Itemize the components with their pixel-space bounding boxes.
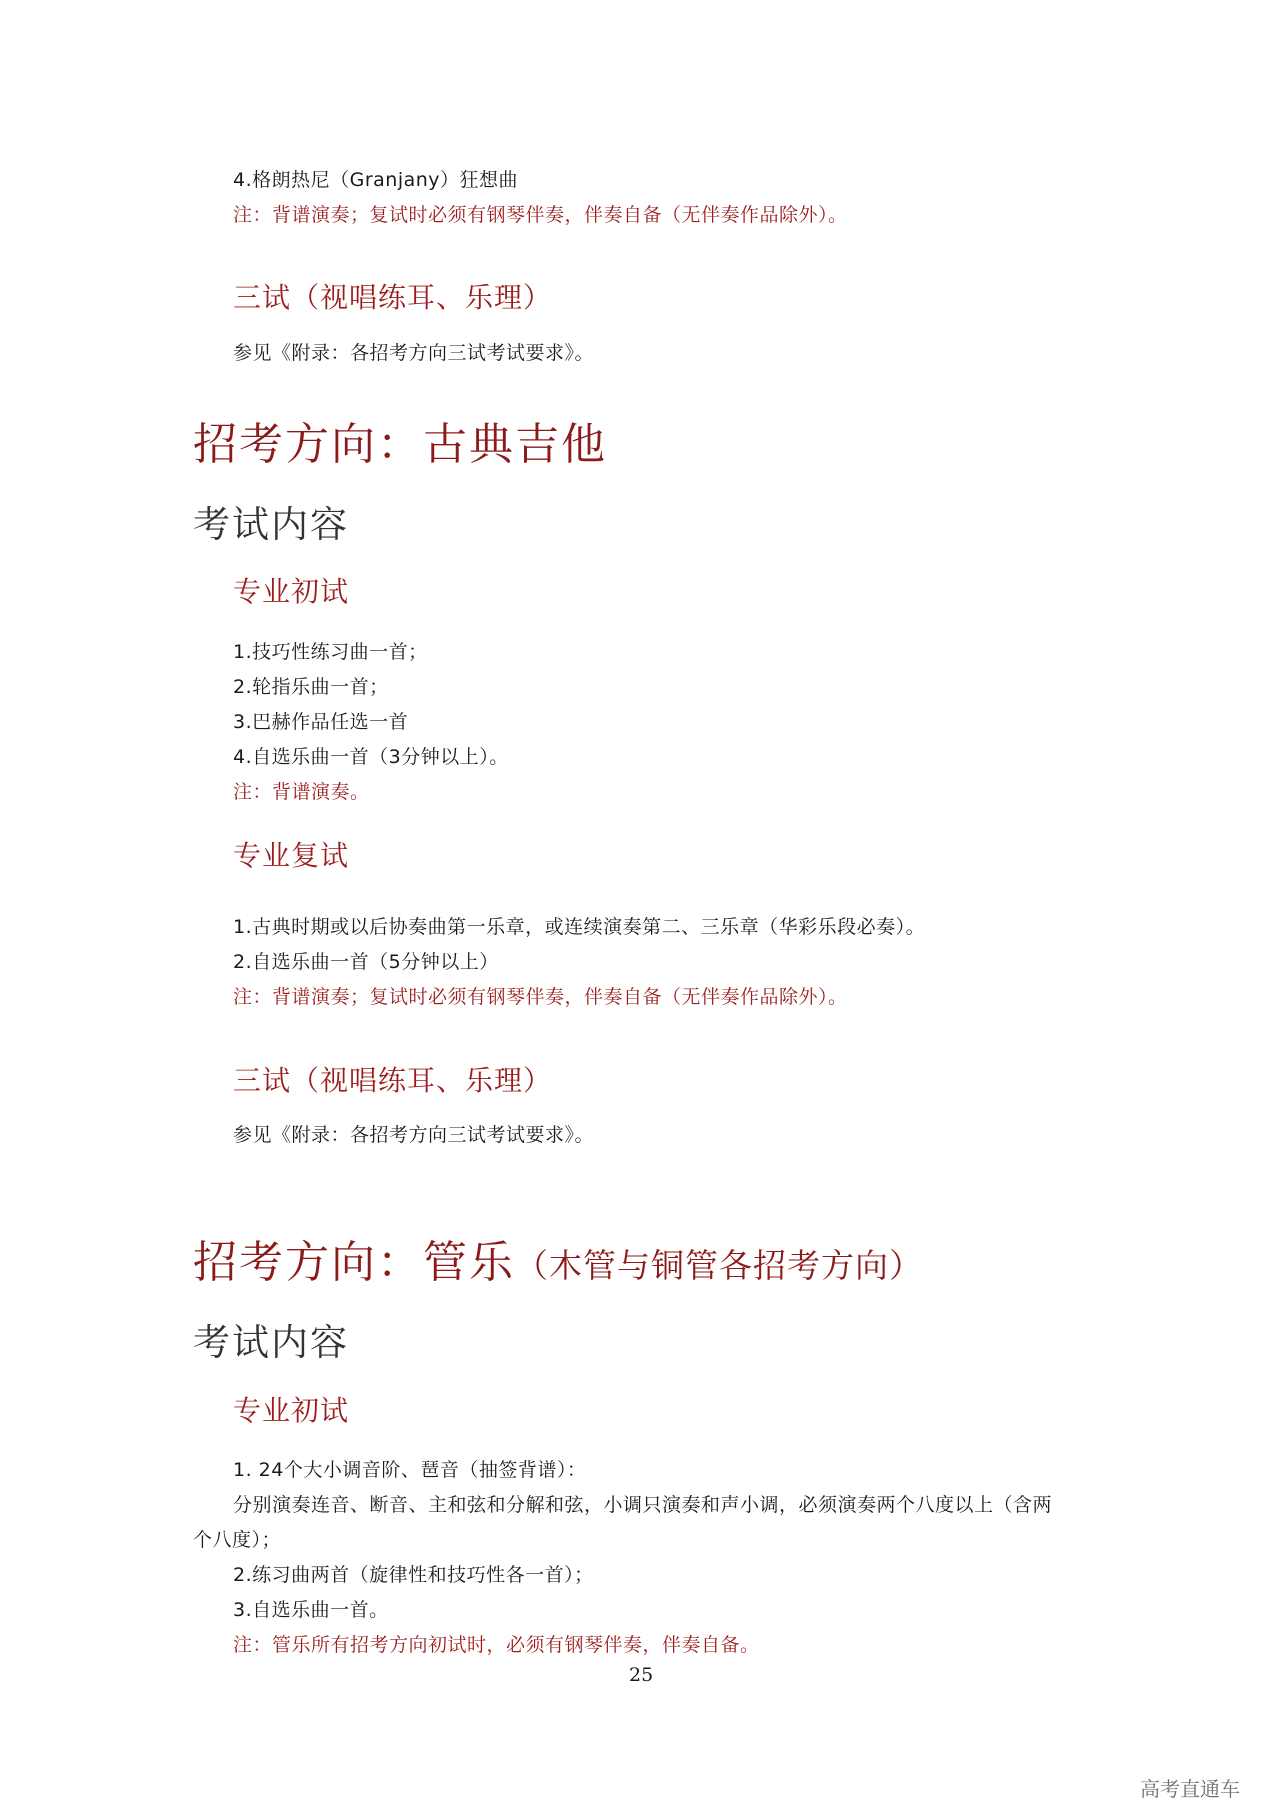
reference-text: 参见《附录：各招考方向三试考试要求》。 [233,1124,595,1146]
note-text: 注：背谱演奏。 [233,781,370,803]
section-heading: 三试（视唱练耳、乐理） [233,1064,553,1097]
list-item-detail: 分别演奏连音、断音、主和弦和分解和弦，小调只演奏和声小调，必须演奏两个八度以上（含两 [233,1494,1053,1516]
list-item: 1.技巧性练习曲一首； [233,641,428,663]
content-heading: 考试内容 [193,1321,349,1364]
content-heading: 考试内容 [193,503,349,546]
note-text: 注：背谱演奏；复试时必须有钢琴伴奏，伴奏自备（无伴奏作品除外）。 [233,204,848,226]
list-item: 3.巴赫作品任选一首 [233,711,409,733]
list-item: 4.自选乐曲一首（3分钟以上）。 [233,746,509,768]
direction-title: 招考方向：古典吉他 [193,419,607,470]
direction-title-main: 招考方向：管乐 [193,1237,515,1288]
list-item: 2.轮指乐曲一首； [233,676,389,698]
note-text: 注：管乐所有招考方向初试时，必须有钢琴伴奏，伴奏自备。 [233,1634,760,1656]
list-item: 1. 24个大小调音阶、琶音（抽签背谱）： [233,1459,587,1481]
section-heading: 三试（视唱练耳、乐理） [233,281,553,314]
reference-text: 参见《附录：各招考方向三试考试要求》。 [233,342,595,364]
section-heading: 专业初试 [233,1394,350,1427]
page-number: 25 [629,1664,654,1686]
list-item: 2.自选乐曲一首（5分钟以上） [233,951,499,973]
list-item: 3.自选乐曲一首。 [233,1599,389,1621]
section-heading: 专业初试 [233,575,350,608]
note-text: 注：背谱演奏；复试时必须有钢琴伴奏，伴奏自备（无伴奏作品除外）。 [233,986,848,1008]
direction-title [193,1226,923,1290]
direction-title-sub: （木管与铜管各招考方向） [515,1246,923,1285]
section-heading: 专业复试 [233,839,350,872]
list-item: 2.练习曲两首（旋律性和技巧性各一首）； [233,1564,594,1586]
list-item-detail: 个八度）； [193,1529,282,1551]
list-item: 1.古典时期或以后协奏曲第一乐章，或连续演奏第二、三乐章（华彩乐段必奏）。 [233,916,926,938]
list-item: 4.格朗热尼（Granjany）狂想曲 [233,169,519,191]
watermark: 高考直通车 [1140,1777,1240,1801]
